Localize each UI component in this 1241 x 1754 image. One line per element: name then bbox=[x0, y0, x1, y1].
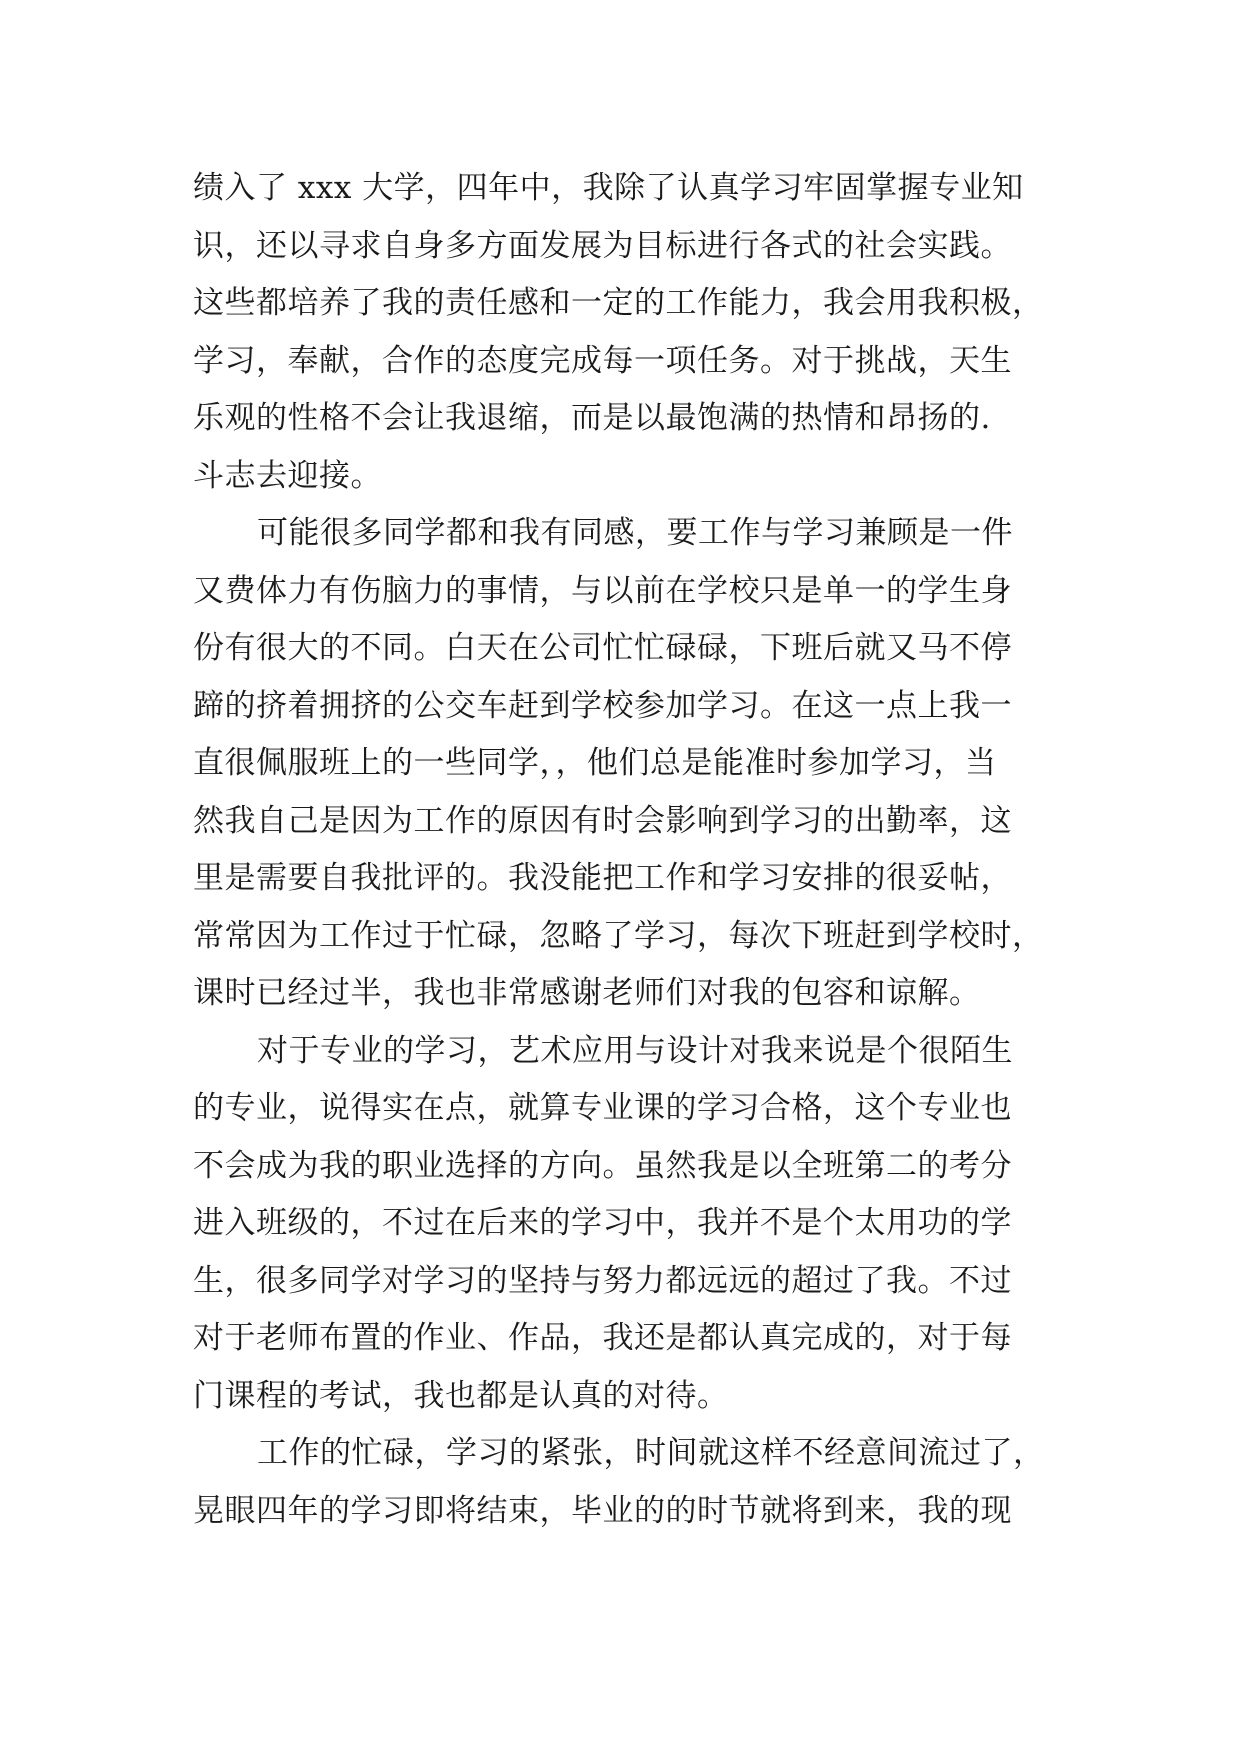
text-line: 这些都培养了我的责任感和一定的工作能力，我会用我积极， bbox=[193, 285, 1044, 321]
body-text bbox=[193, 160, 1093, 1540]
text-line: 门课程的考试，我也都是认真的对待。 bbox=[193, 1377, 729, 1414]
text-line: 然我自己是因为工作的原因有时会影响到学习的出勤率，这 bbox=[193, 802, 1012, 839]
paragraph-3 bbox=[193, 1023, 1093, 1426]
text-line: 对于老师布置的作业、作品，我还是都认真完成的，对于每 bbox=[193, 1320, 1012, 1356]
text-line: 绩入了 xxx 大学，四年中，我除了认真学习牢固掌握专业知 bbox=[193, 170, 1024, 206]
text-line: 里是需要自我批评的。我没能把工作和学习安排的很妥帖， bbox=[193, 860, 1012, 896]
text-line: 常常因为工作过于忙碌，忽略了学习，每次下班赶到学校时， bbox=[193, 917, 1044, 954]
text-line: 不会成为我的职业选择的方向。虽然我是以全班第二的考分 bbox=[193, 1147, 1012, 1184]
text-line: 课时已经过半，我也非常感谢老师们对我的包容和谅解。 bbox=[193, 975, 981, 1011]
text-line: 学习，奉献，合作的态度完成每一项任务。对于挑战，天生 bbox=[193, 342, 1012, 379]
paragraph-1 bbox=[193, 160, 1093, 505]
text-line: 工作的忙碌，学习的紧张，时间就这样不经意间流过了， bbox=[257, 1435, 1045, 1471]
text-line: 直很佩服班上的一些同学，，他们总是能准时参加学习，当 bbox=[193, 745, 997, 781]
text-line: 进入班级的，不过在后来的学习中，我并不是个太用功的学 bbox=[193, 1205, 1012, 1241]
text-line: 蹄的挤着拥挤的公交车赶到学校参加学习。在这一点上我一 bbox=[193, 687, 1012, 724]
paragraph-4 bbox=[193, 1425, 1093, 1540]
text-line: 斗志去迎接。 bbox=[193, 457, 382, 494]
text-line: 又费体力有伤脑力的事情，与以前在学校只是单一的学生身 bbox=[193, 572, 1012, 609]
text-line: 的专业，说得实在点，就算专业课的学习合格，这个专业也 bbox=[193, 1090, 1012, 1126]
text-line: 识，还以寻求自身多方面发展为目标进行各式的社会实践。 bbox=[193, 227, 1012, 264]
text-line: 生，很多同学对学习的坚持与努力都远远的超过了我。不过 bbox=[193, 1262, 1012, 1299]
text-line: 乐观的性格不会让我退缩，而是以最饱满的热情和昂扬的. bbox=[193, 400, 991, 436]
paragraph-2 bbox=[193, 505, 1093, 1023]
text-line: 可能很多同学都和我有同感，要工作与学习兼顾是一件 bbox=[257, 515, 1013, 551]
text-line: 份有很大的不同。白天在公司忙忙碌碌，下班后就又马不停 bbox=[193, 630, 1012, 666]
text-line: 晃眼四年的学习即将结束，毕业的的时节就将到来，我的现 bbox=[193, 1492, 1012, 1529]
text-line: 对于专业的学习，艺术应用与设计对我来说是个很陌生 bbox=[257, 1032, 1013, 1069]
